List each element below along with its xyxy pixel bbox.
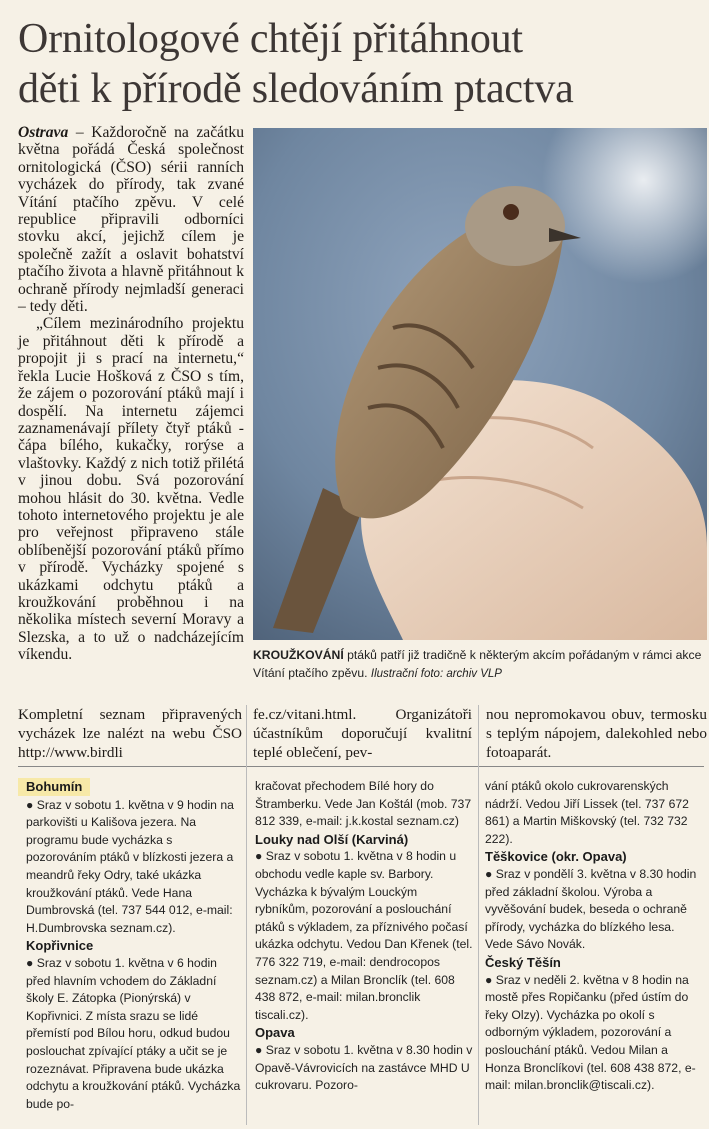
- lead-paragraph-1: [18, 124, 244, 315]
- column-divider-2: [478, 705, 479, 1125]
- continuation-col-3: nou nepromokavou obuv, termosku s teplým nápojem, dalekohled nebo fotoaparát.: [486, 706, 707, 761]
- photo-credit: Ilustrační foto: archiv VLP: [370, 667, 502, 680]
- caption-text: ptáků patří již tradičně k některým akcím pořádaným v rámci akce Vítání ptačího zpěvu.: [253, 648, 702, 680]
- listing-place: Kopřivnice: [26, 938, 94, 954]
- listing-place: Opava: [255, 1025, 295, 1041]
- listing-text: ● Sraz v pondělí 3. května v 8.30 hodin před základní školou. Výroba a vyvěšování budek, beseda o ochraně přírody, vycházka do blízkého lesa. Vede Sávo Novák.: [485, 866, 697, 952]
- listings-column-2: [255, 778, 473, 1095]
- section-divider: [18, 766, 704, 767]
- listings-column-3: [485, 778, 703, 1095]
- listing-text: ● Sraz v sobotu 1. května v 6 hodin před hlavním vchodem do Základní školy E. Zátopka (Pionýrská) v Kopřivnici. Z místa srazu se lidé přemístí pod Bílou horu, odkud budou poslouchat zpívající ptáky a učit se je rozeznávat. Připravena bude ukázka odchytu a kroužkování ptáků. Vycházka bude po-: [26, 955, 241, 1111]
- listing-text: ● Sraz v sobotu 1. května v 9 hodin na parkovišti u Kališova jezera. Na programu bude vycházka s pozorováním ptáků v blízkosti jezera a meandrů řeky Odry, také ukázka kroužkování ptáků. Vede Hana Dumbrovská (tel. 737 544 012, e-mail: H.Dumbrovska seznam.cz).: [26, 797, 234, 935]
- listing-place: Český Těšín: [485, 954, 561, 970]
- bird-in-hand-illustration: [253, 128, 707, 640]
- listings-column-1: [26, 778, 244, 1113]
- listing-text: ● Sraz v sobotu 1. května v 8 hodin u obchodu vedle kaple sv. Barbory. Vycházka k bývalým Louckým rybníkům, pozorování a poslouchání ptáků s výkladem, za příznivého počasí ukázka odchytu. Vedou Dan Křenek (tel. 776 322 719, e-mail: dendrocopos seznam.cz) a Milan Bronclík (tel. 608 438 872, e-mail: milan.bronclik tiscali.cz).: [255, 849, 473, 1022]
- listing-place: Louky nad Olší (Karviná): [255, 831, 409, 847]
- listing-text: ● Sraz v sobotu 1. května v 8.30 hodin v Opavě-Vávrovicích na zastávce MHD U cukrovaru. Pozoro-: [255, 1042, 473, 1093]
- headline-line-1: Ornitologové chtějí přitáhnout: [18, 16, 523, 62]
- lead-paragraph-2: „Cílem mezinárodního projektu je přitáhnout děti k přírodě a propojit ji s prací na internetu,“ řekla Lucie Hošková z ČSO s tím, že zájem o pozorování ptáků mají i dospělí. Na internetu zájemci zaznamenávají přílety čtyř ptáků - čápa bílého, kukačky, rorýse a vlaštovky. Každý z nich totiž přilétá v jinou dobu. Svá pozorování mohou hlásit do 30. května. Vedle tohoto internetového projektu je ale pro veřejnost připraveno stále oblíbenější pozorování ptáků přímo v přírodě. Vycházky spojené s ukázkami odchytu ptáků a kroužkování proběhnou i na několika místech severní Moravy a Slezska, a to už o nadcházejícím víkendu.: [18, 315, 244, 664]
- continuation-col-1: Kompletní seznam připravených vycházek lze nalézt na webu ČSO http://www.birdli: [18, 706, 242, 761]
- lead-paragraph-1-text: – Každoročně na začátku května pořádá Česká společnost ornitologická (ČSO) sérii ranních vycházek do přírody, tak zvané Vítání ptačího zpěvu. V celé republice připravili odborníci stovku akcí, jejichž cílem je společně zažít a oslavit bohatství ptačího života a hlavně přitáhnout k ochraně přírody nejmladší generaci – tedy děti.: [18, 124, 244, 316]
- photo-caption: [253, 647, 709, 683]
- listing-place: Těškovice (okr. Opava): [485, 849, 627, 865]
- lead-article: [18, 124, 244, 664]
- headline: [18, 14, 704, 114]
- caption-keyword: KROUŽKOVÁNÍ: [253, 648, 344, 662]
- column-divider-1: [246, 705, 247, 1125]
- continuation-col-2: fe.cz/vitani.html. Organizátoři účastníkům doporučují kvalitní teplé oblečení, pev-: [253, 706, 472, 761]
- listing-continuation: kračovat přechodem Bílé hory do Štramberku. Vede Jan Koštál (mob. 737 812 339, e-mail: j.k.kostal seznam.cz): [255, 779, 472, 829]
- dateline-city: Ostrava: [18, 124, 69, 141]
- listing-text: ● Sraz v neděli 2. května v 8 hodin na mostě přes Ropičanku (před ústím do řeky Olzy). Vycházka po okolí s odborným výkladem, pozorování a poslouchání ptáků. Vedou Milan a Honza Bronclíkovi (tel. 608 438 872, e-mail: milan.bronclik@tiscali.cz).: [485, 972, 696, 1093]
- listing-continuation: vání ptáků okolo cukrovarenských nádrží. Vedou Jiří Lissek (tel. 737 672 861) a Martin Miškovský (tel. 732 732 222).: [485, 779, 689, 846]
- listing-place: Bohumín: [18, 778, 90, 796]
- headline-line-2: děti k přírodě sledováním ptactva: [18, 66, 574, 112]
- bird-photo: [253, 128, 707, 640]
